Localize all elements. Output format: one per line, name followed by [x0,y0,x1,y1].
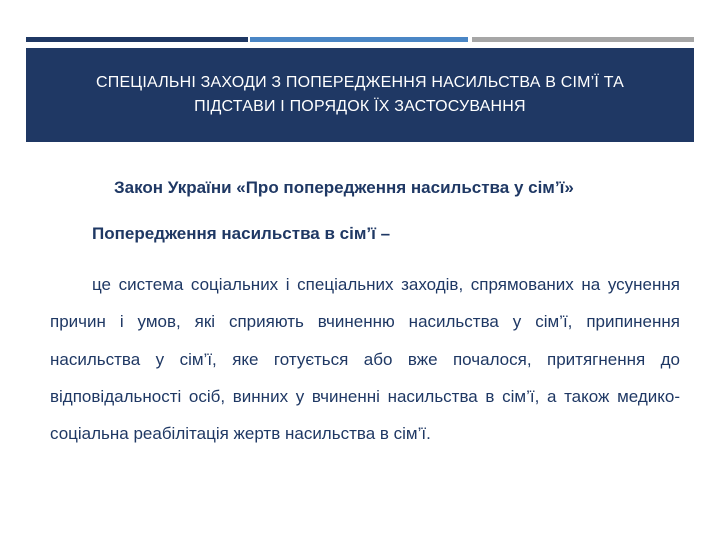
definition-paragraph: це система соціальних і спеціальних заходів, спрямованих на усунення причин і умов, які сприяють вчиненню насильства у сім’ї, припинення насильства у сім’ї, яке готується або вже почалося, притягнення до відповідальності осіб, винних у вчиненні насильства в сім’ї, а також медико-соціальна реабілітація жертв насильства в сім’ї. [50,275,680,444]
accent-bar-dark-blue [26,37,248,42]
title-band [26,48,694,142]
law-title: Закон України «Про попередження насильства у сім’ї» [114,178,574,197]
accent-bar-gray [472,37,694,42]
definition-heading: Попередження насильства в сім’ї – [92,224,391,243]
slide-title: СПЕЦІАЛЬНІ ЗАХОДИ З ПОПЕРЕДЖЕННЯ НАСИЛЬСТВА В СІМ’Ї ТА ПІДСТАВИ І ПОРЯДОК ЇХ ЗАСТОСУВАННЯ [95,74,625,115]
accent-bar-light-blue [250,37,468,42]
